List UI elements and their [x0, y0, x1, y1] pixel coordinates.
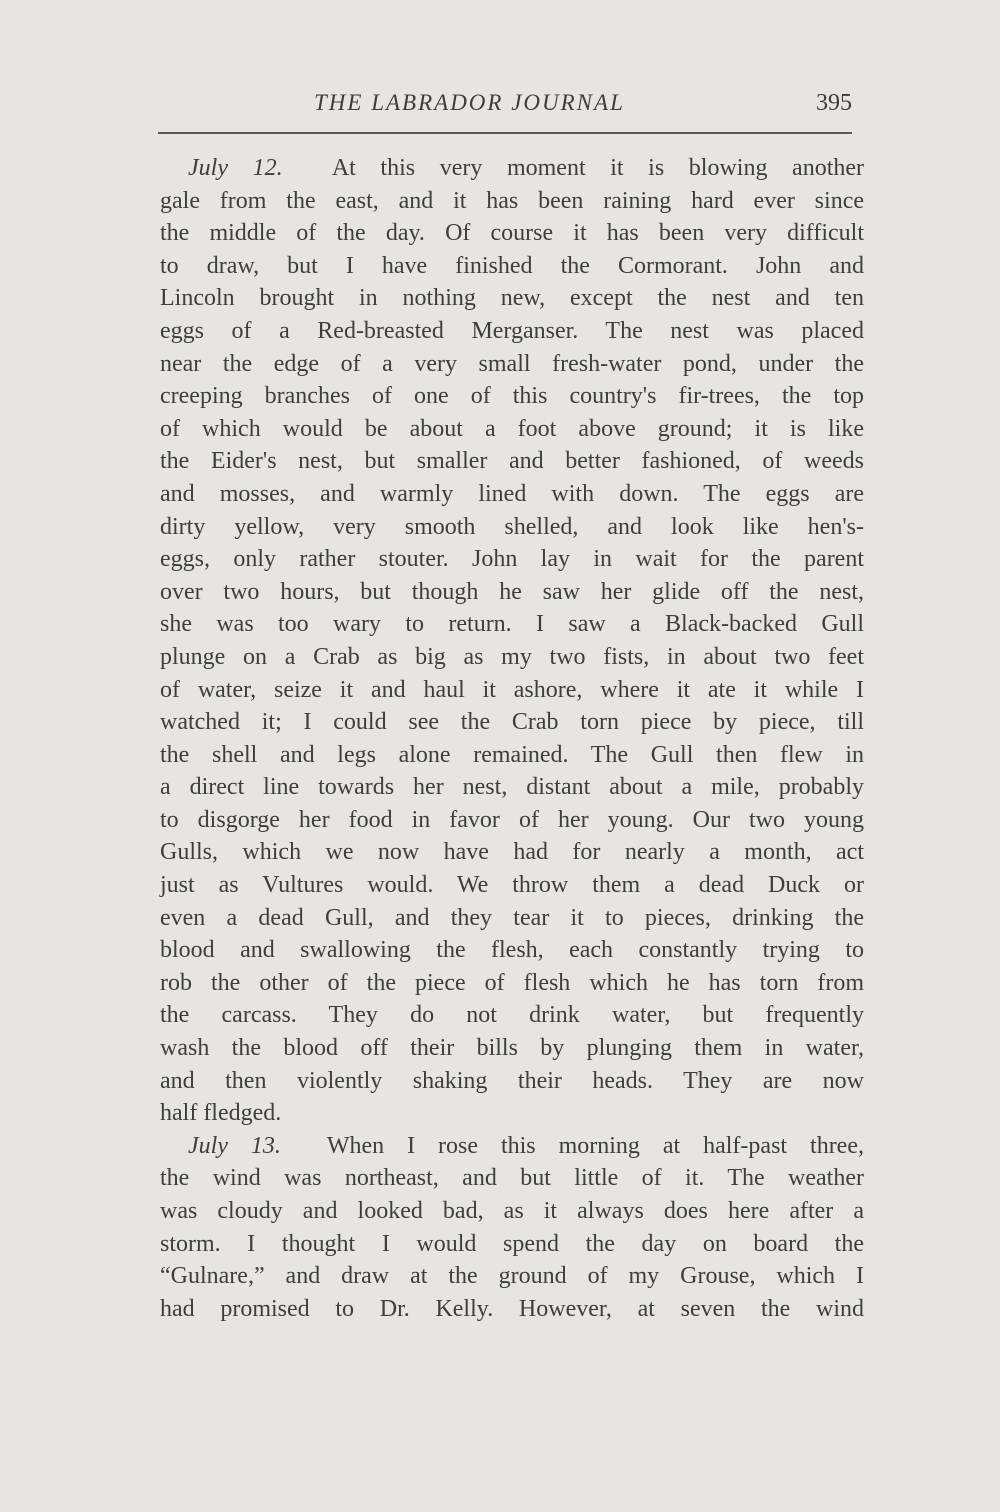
header-rule	[158, 132, 852, 134]
text-line: storm. I thought I would spend the day on board the	[160, 1230, 864, 1257]
entry-text: When I rose this morning at half-past three,	[326, 1132, 864, 1159]
text-line: to disgorge her food in favor of her young. Our two young	[160, 806, 864, 833]
text-line: to draw, but I have finished the Cormorant. John and	[160, 252, 864, 279]
text-line: rob the other of the piece of flesh which he has torn from	[160, 969, 864, 996]
text-line: dirty yellow, very smooth shelled, and look like hen's-	[160, 513, 864, 540]
entry-date: July 13.	[188, 1132, 281, 1159]
text-line: had promised to Dr. Kelly. However, at seven the wind	[160, 1295, 864, 1322]
entry-first-line	[160, 1130, 864, 1163]
text-line: was cloudy and looked bad, as it always does here after a	[160, 1198, 864, 1224]
text-line: near the edge of a very small fresh-water pond, under the	[160, 350, 864, 377]
text-line: wash the blood off their bills by plunging them in water,	[160, 1035, 864, 1062]
text-line: the shell and legs alone remained. The Gull then flew in	[160, 741, 864, 768]
text-line: a direct line towards her nest, distant about a mile, probably	[160, 774, 864, 801]
text-line: creeping branches of one of this country's fir-trees, the top	[160, 383, 864, 410]
text-line: the carcass. They do not drink water, but frequently	[160, 1002, 864, 1029]
text-line: and then violently shaking their heads. They are now	[160, 1067, 864, 1094]
text-line: plunge on a Crab as big as my two fists, in about two feet	[160, 643, 864, 670]
text-line: just as Vultures would. We throw them a dead Duck or	[160, 872, 864, 899]
text-line: she was too wary to return. I saw a Black-backed Gull	[160, 611, 864, 638]
text-line: gale from the east, and it has been raining hard ever since	[160, 187, 864, 214]
text-line: of water, seize it and haul it ashore, where it ate it while I	[160, 676, 864, 703]
text-line: “Gulnare,” and draw at the ground of my Grouse, which I	[160, 1263, 864, 1290]
text-line: and mosses, and warmly lined with down. The eggs are	[160, 480, 864, 507]
text-line: watched it; I could see the Crab torn piece by piece, till	[160, 709, 864, 736]
text-line: over two hours, but though he saw her glide off the nest,	[160, 578, 864, 605]
entry-first-line	[160, 152, 864, 185]
text-line: of which would be about a foot above ground; it is like	[160, 415, 864, 442]
text-line: even a dead Gull, and they tear it to pieces, drinking the	[160, 904, 864, 931]
text-line: the middle of the day. Of course it has been very difficult	[160, 220, 864, 247]
text-line: blood and swallowing the flesh, each constantly trying to	[160, 937, 864, 964]
text-line: half fledged.	[160, 1100, 282, 1127]
text-line: the Eider's nest, but smaller and better fashioned, of weeds	[160, 448, 864, 475]
running-title: THE LABRADOR JOURNAL	[314, 90, 625, 115]
page-number: 395	[816, 90, 852, 116]
text-line: the wind was northeast, and but little of it. The weather	[160, 1165, 864, 1192]
running-head	[158, 90, 852, 124]
text-line: eggs, only rather stouter. John lay in wait for the parent	[160, 546, 864, 573]
entry-date: July 12.	[188, 155, 283, 181]
entry-text: At this very moment it is blowing another	[331, 155, 865, 181]
text-line: Gulls, which we now have had for nearly a month, act	[160, 839, 864, 866]
text-line: eggs of a Red-breasted Merganser. The nest was placed	[160, 317, 864, 344]
body-text	[160, 152, 864, 1325]
text-line: Lincoln brought in nothing new, except the nest and ten	[160, 285, 864, 312]
